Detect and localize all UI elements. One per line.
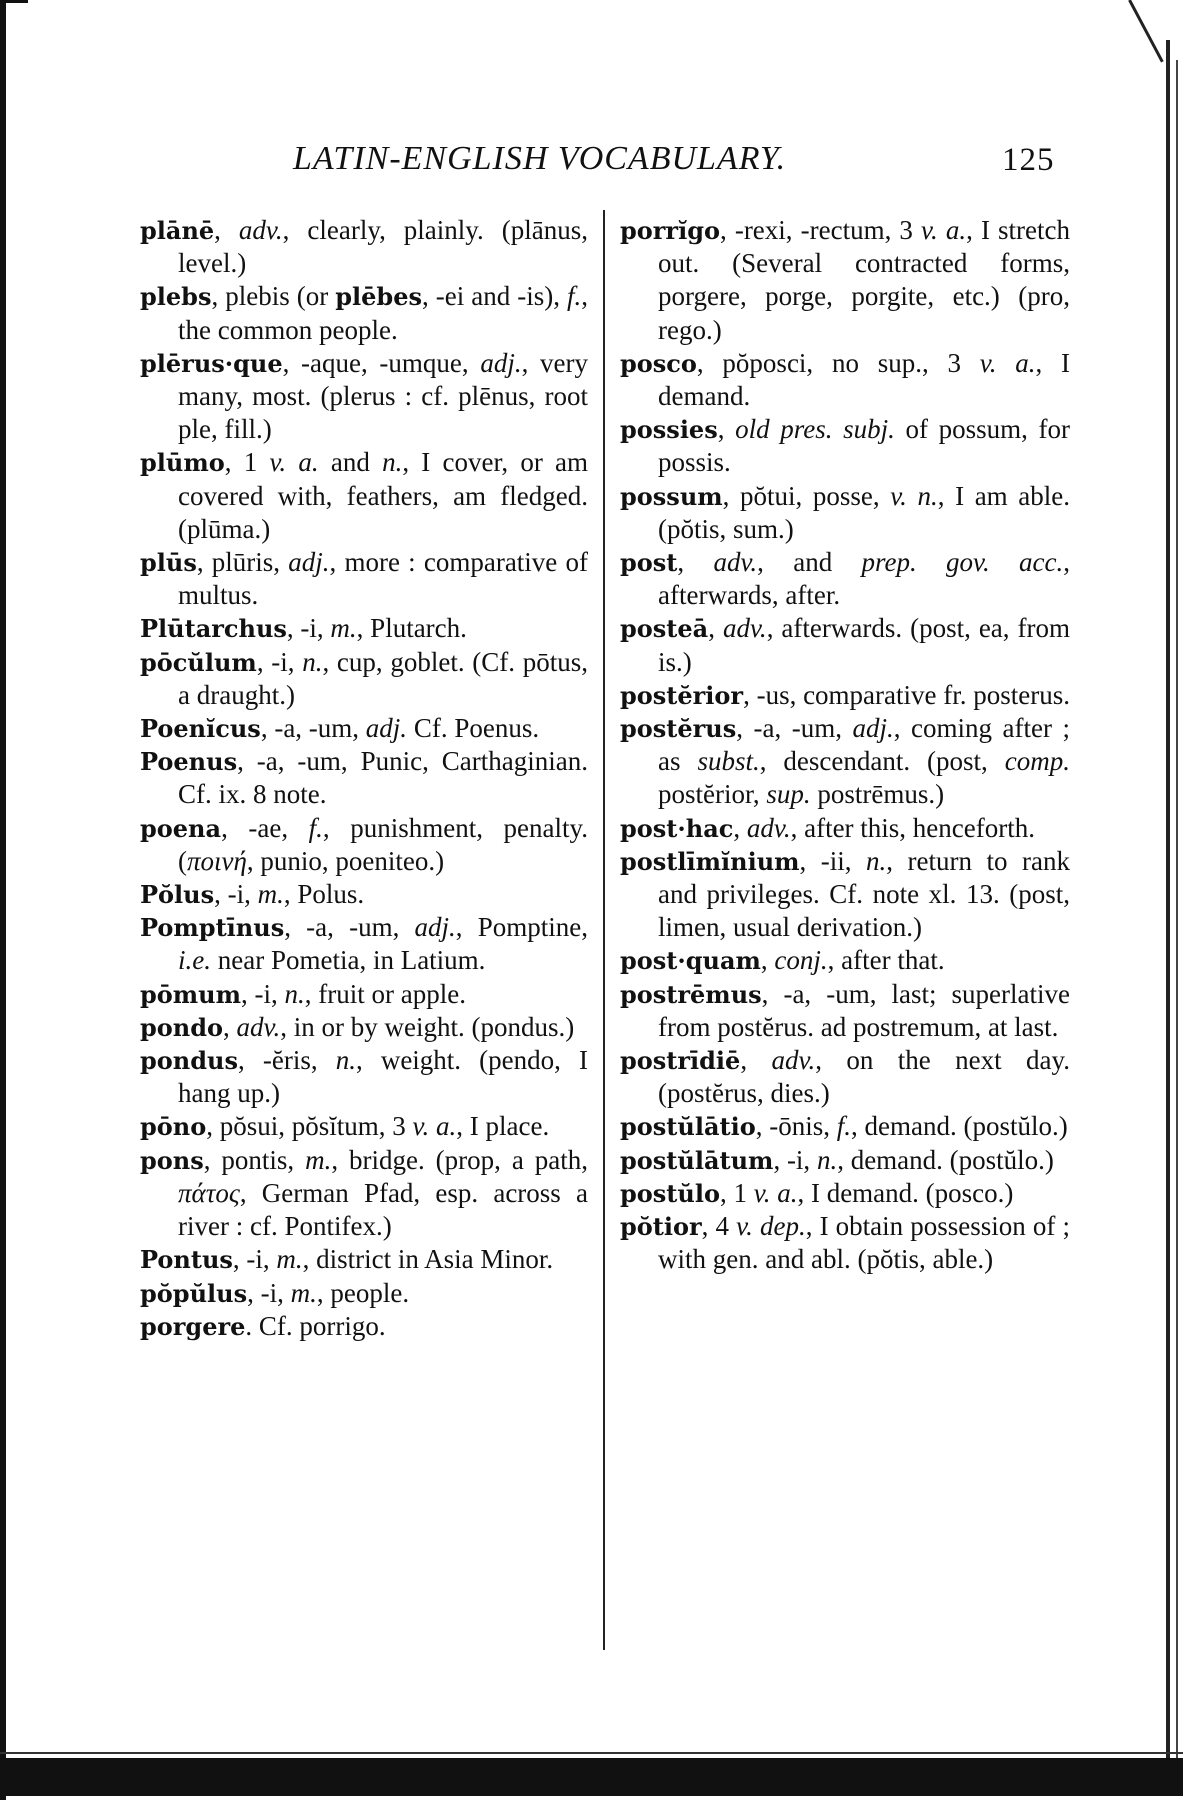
definition-text: , I stretch out. (Several contracted forms, porgere, porge, porgite, etc.) (pro, rego.) (658, 215, 1071, 345)
dictionary-entry (620, 1110, 1070, 1143)
italic-text: m. (290, 1277, 317, 1308)
definition-text: , afterwards, after. (658, 547, 1071, 611)
italic-text: n. (284, 978, 305, 1009)
italic-text: comp. (1004, 746, 1070, 777)
definition-text: , (223, 1011, 237, 1042)
definition-text: , I am able. (pŏtis, sum.) (658, 480, 1070, 544)
headword: postrēmus (620, 979, 762, 1009)
definition-text: , district in Asia Minor. (302, 1244, 554, 1275)
headword: Poenĭcus (140, 714, 261, 744)
page-corner-mark (0, 0, 28, 3)
definition-text: , weight. (pendo, I hang up.) (178, 1045, 589, 1109)
definition-text: , Pomptine, (455, 912, 589, 943)
italic-text: conj. (774, 945, 828, 976)
definition-text: , I obtain possession of ; with gen. and abl. (pŏtis, able.) (658, 1211, 1070, 1275)
definition-text: , very many, most. (plerus : cf. plēnus, root ple, fill.) (178, 347, 589, 445)
definition-text: , (740, 1045, 772, 1076)
definition-text: , in or by weight. (pondus.) (280, 1011, 575, 1042)
italic-text: old pres. subj. (735, 414, 895, 445)
definition-text: , clearly, plainly. (plānus, level.) (178, 215, 588, 279)
definition-text: , (733, 812, 747, 843)
definition-text: , -a, -um, (736, 713, 853, 744)
page-right-edge (1166, 40, 1170, 1760)
italic-text: m. (330, 613, 357, 644)
dictionary-entry (140, 646, 588, 712)
italic-text: ποινή (187, 845, 247, 876)
running-head: LATIN-ENGLISH VOCABULARY. (293, 140, 787, 177)
dictionary-entry (140, 878, 588, 911)
dictionary-entry (140, 745, 588, 811)
italic-text: m. (305, 1144, 332, 1175)
dictionary-entry (140, 280, 588, 346)
italic-text: f. (836, 1111, 851, 1142)
headword: postrīdiē (620, 1046, 741, 1076)
definition-text: , -a, -um, (284, 912, 415, 943)
dictionary-entry (140, 911, 588, 977)
definition-text: , after that. (827, 945, 945, 976)
italic-text: v. a. (753, 1177, 798, 1208)
dictionary-entry (620, 679, 1070, 712)
dictionary-entry (140, 214, 588, 280)
italic-text: f. (308, 812, 323, 843)
headword: possum (620, 481, 723, 511)
page-right-edge (1176, 60, 1178, 1760)
italic-text: v. a. (269, 447, 319, 478)
headword: poena (140, 813, 222, 843)
dictionary-entry (620, 845, 1070, 945)
definition-text: , I place. (456, 1111, 550, 1142)
italic-text: n. (866, 845, 887, 876)
italic-text: adv. (771, 1045, 816, 1076)
italic-text: subst. (697, 746, 760, 777)
italic-text: adj. (480, 347, 522, 378)
definition-text: , -a, -um, (260, 713, 366, 744)
headword: post·quam (620, 946, 761, 976)
dictionary-entry (620, 347, 1070, 413)
page-bottom-edge (0, 1758, 1183, 1796)
italic-text: n. (816, 1144, 838, 1175)
italic-text: adj. (414, 912, 456, 943)
definition-text: near Pometia, in Latium. (211, 945, 486, 976)
definition-text: , pŏsui, pŏsĭtum, 3 (206, 1111, 413, 1142)
definition-text: , -ae, (221, 812, 309, 843)
definition-text: . Cf. porrigo. (245, 1310, 386, 1341)
definition-text: , plebis (or (211, 281, 336, 312)
italic-text: adj. (852, 713, 894, 744)
headword: pŏtior (620, 1212, 702, 1242)
dictionary-entry (620, 712, 1070, 812)
headword: Pontus (140, 1245, 233, 1275)
dictionary-entry (620, 1144, 1070, 1177)
dictionary-entry (620, 1044, 1070, 1110)
headword: postĕrior (620, 680, 744, 710)
dictionary-entry (140, 1243, 588, 1276)
definition-text: , -a, -um, Punic, Carthaginian. Cf. ix. 8 note. (178, 746, 588, 810)
left-column (140, 214, 588, 1343)
italic-text: adv. (238, 215, 283, 245)
italic-text: n. (335, 1045, 356, 1076)
definition-text: , fruit or apple. (304, 978, 466, 1009)
definition-text: , I demand. (658, 347, 1071, 412)
italic-text: m. (276, 1244, 303, 1275)
definition-text: , people. (316, 1277, 410, 1308)
dictionary-entry (620, 413, 1070, 479)
dictionary-entry (620, 978, 1070, 1044)
definition-text: , -ii, (799, 845, 867, 876)
italic-text: adj. (288, 547, 330, 578)
definition-text: , and (757, 547, 862, 578)
headword: postŭlātum (620, 1145, 774, 1175)
dictionary-entry (140, 1044, 588, 1110)
italic-text: v. a. (979, 347, 1036, 378)
dictionary-entry (620, 546, 1070, 612)
column-divider (603, 210, 605, 1650)
definition-text: , punio, poeniteo.) (246, 845, 445, 876)
headword: porgere (140, 1311, 246, 1341)
dictionary-entry (620, 214, 1070, 347)
italic-text: adv. (722, 613, 767, 644)
italic-text: adv. (236, 1011, 281, 1042)
dictionary-entry (620, 812, 1070, 845)
definition-text: , 1 (224, 447, 270, 478)
italic-text: adv. (713, 547, 758, 578)
italic-text: m. (257, 879, 284, 910)
headword: pondo (140, 1012, 224, 1042)
definition-text: of possum, for possis. (658, 414, 1070, 478)
dictionary-entry (620, 1177, 1070, 1210)
definition-text: , more : comparative of multus. (178, 547, 588, 611)
definition-text: , -ĕris, (237, 1045, 336, 1076)
italic-text: adv. (746, 812, 791, 843)
definition-text: , -us, comparative fr. posterus. (743, 679, 1070, 710)
italic-text: v. dep. (736, 1211, 806, 1242)
dictionary-entry (620, 480, 1070, 546)
dictionary-entry (140, 1310, 588, 1343)
dictionary-entry (620, 1210, 1070, 1276)
headword: plērus·que (140, 348, 283, 378)
definition-text: , demand. (postŭlo.) (850, 1111, 1068, 1142)
headword: porrĭgo (620, 216, 720, 245)
definition-text: , -i, (286, 613, 331, 644)
definition-text: , demand. (postŭlo.) (837, 1144, 1054, 1175)
headword: postŭlo (620, 1178, 720, 1208)
dictionary-entry (140, 978, 588, 1011)
dictionary-entry (140, 1277, 588, 1310)
headword: Pomptīnus (140, 913, 285, 943)
dictionary-entry (140, 546, 588, 612)
definition-text: , -rexi, -rectum, 3 (719, 215, 922, 245)
dictionary-entry (140, 347, 588, 447)
dictionary-entry (140, 1110, 588, 1143)
headword: plānē (140, 216, 215, 245)
definition-text: , on the next day. (postĕrus, dies.) (658, 1045, 1071, 1109)
headword: pōmum (140, 979, 242, 1009)
definition-text: , -i, (232, 1244, 277, 1275)
italic-text: n. (302, 646, 323, 677)
definition-text: and (318, 447, 383, 478)
headword: plūmo (140, 448, 225, 478)
definition-text: , cup, goblet. (Cf. pōtus, a draught.) (178, 646, 588, 710)
italic-text: v. a. (921, 215, 967, 245)
italic-text: πάτος (178, 1177, 240, 1208)
definition-text: , German Pfad, esp. across a river : cf. Pontifex.) (178, 1177, 588, 1242)
definition-text: , Polus. (283, 879, 365, 910)
definition-text: postĕrior, (658, 779, 767, 810)
definition-text: , afterwards. (post, ea, from is.) (658, 613, 1070, 677)
definition-text: , pontis, (203, 1144, 306, 1175)
headword: Pŏlus (140, 880, 215, 910)
definition-text: , pŏposci, no sup., 3 (696, 347, 980, 378)
dictionary-entry (140, 1011, 588, 1044)
definition-text: , (708, 613, 723, 644)
definition-text: postrēmus.) (810, 779, 945, 810)
page-bottom-line (0, 1752, 1183, 1754)
definition-text: , -i, (241, 978, 285, 1009)
dictionary-entry (620, 944, 1070, 977)
headword: pŏpŭlus (140, 1278, 248, 1308)
definition-text: , return to rank and privileges. Cf. note xl. 13. (post, limen, usual derivation.) (658, 845, 1070, 943)
definition-text: , -i, (773, 1144, 817, 1175)
definition-text: , the common people. (178, 281, 589, 345)
headword: plēbes (335, 282, 422, 312)
italic-text: i.e. (178, 945, 211, 976)
headword: post (620, 548, 678, 578)
definition-text: , -i, (247, 1277, 291, 1308)
italic-text: adj. (365, 713, 408, 744)
italic-text: v. n. (890, 480, 938, 511)
definition-text: , plūris, (196, 547, 289, 578)
definition-text: , bridge. (prop, a path, (331, 1144, 588, 1175)
headword: pōno (140, 1112, 207, 1142)
definition-text: , -i, (214, 879, 258, 910)
italic-text: f. (567, 281, 582, 312)
headword: postŭlātio (620, 1112, 756, 1142)
definition-text: , -aque, -umque, (282, 347, 481, 378)
italic-text: sup. (766, 779, 811, 810)
definition-text: , (760, 945, 775, 976)
dictionary-entry (140, 612, 588, 645)
italic-text: n. (382, 447, 403, 478)
headword: postĕrus (620, 714, 737, 744)
dictionary-entry (140, 712, 588, 745)
dictionary-entry (140, 446, 588, 546)
definition-text: , (717, 414, 736, 445)
headword: posteā (620, 614, 709, 644)
page-corner-mark (1128, 0, 1164, 63)
headword: Plūtarchus (140, 614, 287, 644)
headword: posco (620, 348, 697, 378)
italic-text: v. a. (412, 1111, 457, 1142)
headword: post·hac (620, 813, 734, 843)
definition-text: , (677, 547, 714, 578)
headword: plebs (140, 282, 212, 312)
page-number: 125 (1002, 142, 1055, 178)
definition-text: , Plutarch. (356, 613, 467, 644)
headword: plūs (140, 548, 197, 578)
definition-text: , -i, (256, 646, 303, 677)
headword: postlīmĭnium (620, 846, 800, 876)
definition-text: , -ei and -is), (421, 281, 567, 312)
definition-text: , 1 (719, 1177, 754, 1208)
definition-text: , -ōnis, (755, 1111, 837, 1142)
definition-text: , (214, 215, 239, 245)
definition-text: , I demand. (posco.) (797, 1177, 1014, 1208)
definition-text: , -a, -um, last; superlative from postĕrus. ad postremum, at last. (658, 978, 1070, 1042)
headword: Poenus (140, 747, 238, 777)
page-left-edge (0, 0, 6, 1800)
dictionary-entry (620, 612, 1070, 678)
definition-text: , 4 (701, 1211, 737, 1242)
headword: pōcŭlum (140, 647, 257, 677)
definition-text: , descendant. (post, (759, 746, 1005, 777)
headword: pons (140, 1145, 204, 1175)
definition-text: , coming after ; as (658, 713, 1070, 777)
headword: possies (620, 415, 718, 445)
definition-text: Cf. Poenus. (407, 713, 540, 744)
italic-text: prep. gov. acc. (861, 547, 1064, 578)
definition-text: , I cover, or am covered with, feathers, am fledged. (plūma.) (178, 447, 589, 544)
definition-text: , pŏtui, posse, (722, 480, 891, 511)
definition-text: , after this, henceforth. (790, 812, 1035, 843)
dictionary-entry (140, 1144, 588, 1244)
right-column (620, 214, 1070, 1277)
definition-text: , punishment, penalty. ( (178, 812, 588, 876)
dictionary-entry (140, 812, 588, 878)
headword: pondus (140, 1046, 238, 1076)
